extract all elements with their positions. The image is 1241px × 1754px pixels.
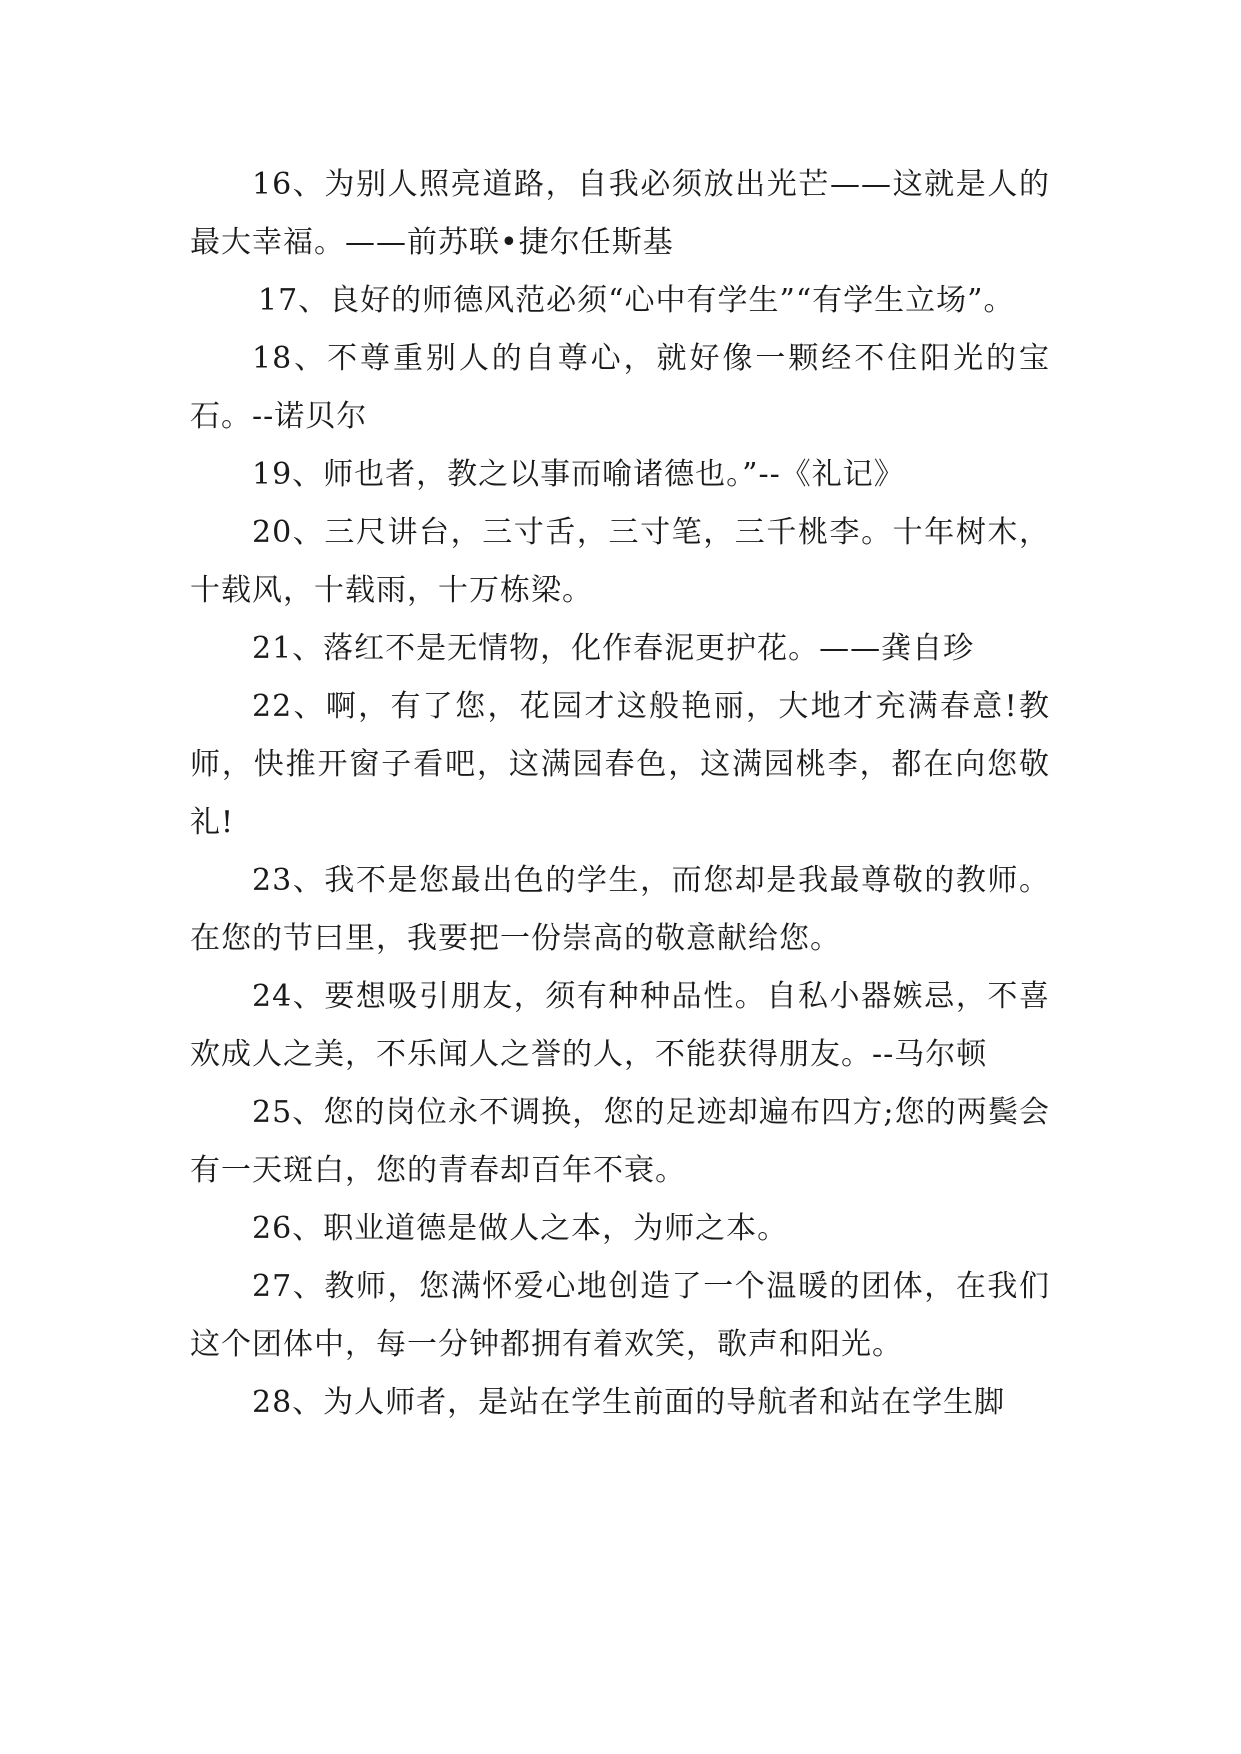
quote-paragraph-20: 20、三尺讲台，三寸舌，三寸笔，三千桃李。十年树木，十载风，十载雨，十万栋梁。 — [190, 515, 1050, 608]
document-body — [190, 156, 1050, 1432]
quote-paragraph-21: 21、落红不是无情物，化作春泥更护花。——龚自珍 — [252, 631, 975, 666]
quote-paragraph-16: 16、为别人照亮道路，自我必须放出光芒——这就是人的最大幸福。——前苏联•捷尔任斯基 — [190, 167, 1050, 260]
quote-paragraph-28: 28、为人师者，是站在学生前面的导航者和站在学生脚 — [252, 1385, 1006, 1420]
quote-paragraph-26: 26、职业道德是做人之本，为师之本。 — [252, 1211, 789, 1246]
quote-paragraph-17: 17、良好的师德风范必须“心中有学生”“有学生立场”。 — [258, 283, 1015, 318]
quote-paragraph-25: 25、您的岗位永不调换，您的足迹却遍布四方;您的两鬓会有一天斑白，您的青春却百年不衰。 — [190, 1095, 1050, 1188]
quote-paragraph-23: 23、我不是您最出色的学生，而您却是我最尊敬的教师。在您的节曰里，我要把一份崇高的敬意献给您。 — [190, 863, 1050, 956]
quote-paragraph-24: 24、要想吸引朋友，须有种种品性。自私小器嫉忌，不喜欢成人之美，不乐闻人之誉的人，不能获得朋友。--马尔顿 — [190, 979, 1050, 1072]
quote-paragraph-18: 18、不尊重别人的自尊心，就好像一颗经不住阳光的宝石。--诺贝尔 — [190, 341, 1050, 434]
quote-paragraph-22: 22、啊，有了您，花园才这般艳丽，大地才充满春意!教师，快推开窗子看吧，这满园春色，这满园桃李，都在向您敬礼! — [190, 689, 1050, 840]
quote-paragraph-19: 19、师也者，教之以事而喻诸德也。”--《礼记》 — [252, 457, 905, 492]
quote-paragraph-27: 27、教师，您满怀爱心地创造了一个温暖的团体，在我们这个团体中，每一分钟都拥有着欢笑，歌声和阳光。 — [190, 1269, 1050, 1362]
